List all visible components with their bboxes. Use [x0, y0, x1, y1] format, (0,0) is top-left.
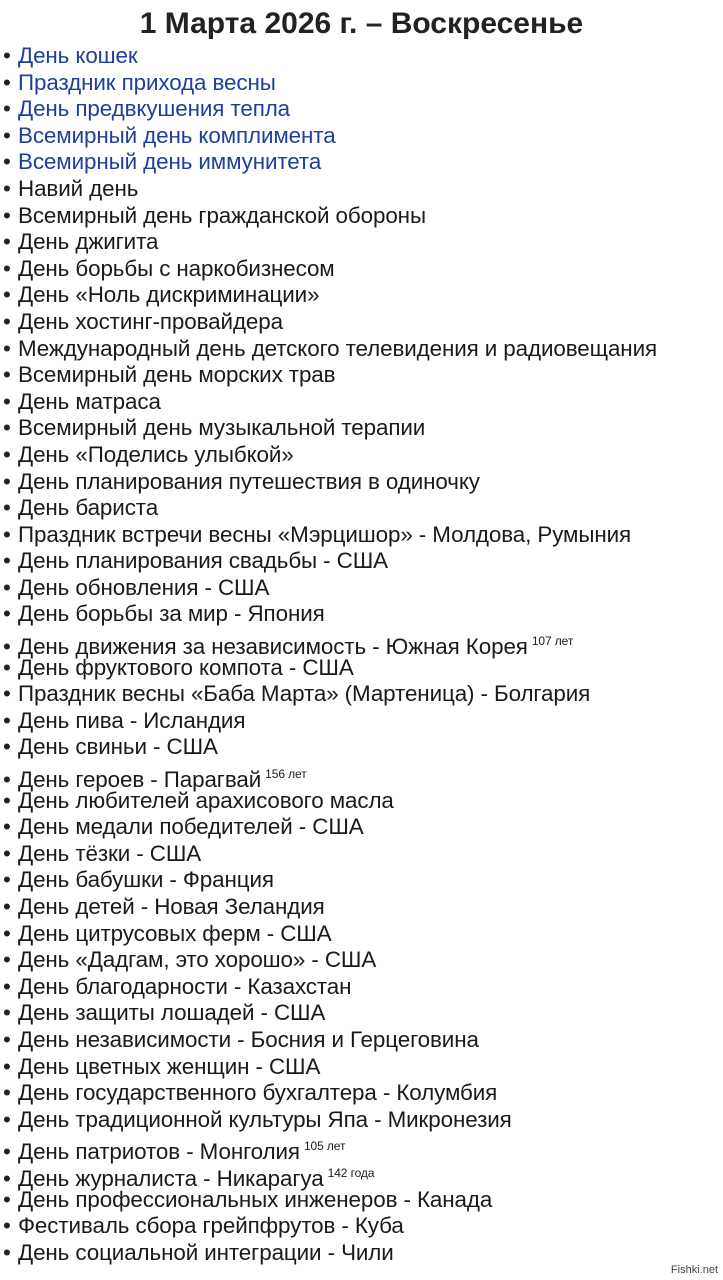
- holiday-label: День матраса: [18, 388, 161, 414]
- bullet-icon: •: [3, 767, 11, 793]
- holiday-label: День благодарности - Казахстан: [18, 973, 352, 999]
- holiday-item: [0, 921, 723, 948]
- holiday-item: [0, 256, 723, 283]
- bullet-icon: •: [3, 175, 11, 201]
- bullet-icon: •: [3, 867, 11, 893]
- holiday-label: День хостинг-провайдера: [18, 308, 283, 334]
- holiday-item: [0, 601, 723, 628]
- holiday-label: День планирования путешествия в одиночку: [18, 468, 480, 494]
- holiday-label: Международный день детского телевидения и радиовещания: [18, 335, 658, 361]
- holiday-item: [0, 203, 723, 230]
- holiday-item: [0, 442, 723, 469]
- holiday-label: День патриотов - Монголия: [18, 1139, 300, 1165]
- holiday-item: [0, 1240, 723, 1267]
- bullet-icon: •: [3, 814, 11, 840]
- bullet-icon: •: [3, 1000, 11, 1026]
- holiday-label: День движения за независимость - Южная Корея: [18, 634, 528, 660]
- holiday-list: [0, 43, 723, 1266]
- holiday-label: День «Поделись улыбкой»: [18, 441, 294, 467]
- bullet-icon: •: [3, 947, 11, 973]
- holiday-item: [0, 947, 723, 974]
- holiday-label: День фруктового компота - США: [18, 654, 354, 680]
- holiday-item[interactable]: [0, 123, 723, 150]
- holiday-item: [0, 282, 723, 309]
- bullet-icon: •: [3, 601, 11, 627]
- years-badge: 142 года: [327, 1165, 375, 1180]
- holiday-item: [0, 309, 723, 336]
- years-badge: 107 лет: [531, 634, 574, 649]
- holiday-label: День героев - Парагвай: [18, 767, 262, 793]
- holiday-label: День защиты лошадей - США: [18, 1000, 326, 1026]
- holiday-label: День детей - Новая Зеландия: [18, 894, 325, 919]
- holiday-item: [0, 522, 723, 549]
- holiday-link[interactable]: Праздник прихода весны: [18, 69, 276, 95]
- holiday-item: [0, 974, 723, 1001]
- bullet-icon: •: [3, 1106, 11, 1132]
- holiday-label: Всемирный день гражданской обороны: [18, 202, 426, 228]
- holiday-item[interactable]: [0, 70, 723, 97]
- holiday-item: [0, 176, 723, 203]
- bullet-icon: •: [3, 1139, 11, 1165]
- holiday-label: День джигита: [18, 229, 159, 255]
- holiday-label: День цветных женщин - США: [18, 1053, 321, 1079]
- bullet-icon: •: [3, 840, 11, 866]
- bullet-icon: •: [3, 69, 11, 95]
- bullet-icon: •: [3, 96, 11, 122]
- holiday-label: День традиционной культуры Япа - Микронезия: [18, 1106, 512, 1132]
- bullet-icon: •: [3, 282, 11, 308]
- bullet-icon: •: [3, 548, 11, 574]
- holiday-label: День тёзки - США: [18, 840, 202, 866]
- holiday-label: Навий день: [18, 175, 139, 201]
- holiday-item: [0, 814, 723, 841]
- bullet-icon: •: [3, 229, 11, 255]
- holiday-link[interactable]: День предвкушения тепла: [18, 96, 291, 122]
- holiday-label: День профессиональных инженеров - Канада: [18, 1186, 493, 1212]
- bullet-icon: •: [3, 468, 11, 494]
- bullet-icon: •: [3, 521, 11, 547]
- holiday-label: День «Дадгам, это хорошо» - США: [18, 947, 377, 973]
- holiday-item: [0, 734, 723, 761]
- holiday-label: День медали победителей - США: [18, 814, 364, 840]
- holiday-item[interactable]: [0, 96, 723, 123]
- holiday-item: [0, 495, 723, 522]
- bullet-icon: •: [3, 654, 11, 680]
- holiday-link[interactable]: Всемирный день комплимента: [18, 122, 336, 148]
- holiday-label: День борьбы с наркобизнесом: [18, 255, 335, 281]
- bullet-icon: •: [3, 43, 11, 68]
- holiday-item: [0, 628, 723, 660]
- holiday-item: [0, 336, 723, 363]
- holiday-item: [0, 389, 723, 416]
- holiday-label: День пива - Исландия: [18, 707, 246, 733]
- holiday-item: [0, 867, 723, 894]
- holiday-item: [0, 1080, 723, 1107]
- bullet-icon: •: [3, 787, 11, 813]
- bullet-icon: •: [3, 634, 11, 660]
- bullet-icon: •: [3, 415, 11, 441]
- watermark: Fishki.net: [670, 1264, 718, 1276]
- holiday-item: [0, 841, 723, 868]
- holiday-item: [0, 1187, 723, 1214]
- holiday-label: Праздник встречи весны «Мэрцишор» - Молдова, Румыния: [18, 521, 632, 547]
- holiday-item: [0, 1054, 723, 1081]
- holiday-label: Всемирный день музыкальной терапии: [18, 415, 426, 441]
- holiday-item: [0, 469, 723, 496]
- bullet-icon: •: [3, 308, 11, 334]
- bullet-icon: •: [3, 894, 11, 919]
- holiday-label: День планирования свадьбы - США: [18, 548, 388, 574]
- holiday-item: [0, 788, 723, 815]
- page-title: 1 Марта 2026 г. – Воскресенье: [139, 7, 584, 40]
- holiday-item: [0, 1133, 723, 1165]
- holiday-item: [0, 415, 723, 442]
- holiday-link[interactable]: День кошек: [18, 43, 138, 68]
- holiday-label: День «Ноль дискриминации»: [18, 282, 320, 308]
- holiday-item: [0, 229, 723, 256]
- holiday-label: День свиньи - США: [18, 734, 218, 760]
- holiday-item: [0, 362, 723, 389]
- holiday-label: Всемирный день морских трав: [18, 362, 336, 388]
- holiday-item[interactable]: [0, 43, 723, 70]
- holiday-label: Праздник весны «Баба Марта» (Мартеница) - Болгария: [18, 681, 591, 707]
- holiday-label: День журналиста - Никарагуа: [18, 1165, 324, 1191]
- holiday-item: [0, 894, 723, 921]
- bullet-icon: •: [3, 1186, 11, 1212]
- holiday-link[interactable]: Всемирный день иммунитета: [18, 149, 322, 175]
- bullet-icon: •: [3, 973, 11, 999]
- holiday-label: День государственного бухгалтера - Колумбия: [18, 1080, 498, 1106]
- bullet-icon: •: [3, 1026, 11, 1052]
- holiday-item: [0, 681, 723, 708]
- holiday-label: День борьбы за мир - Япония: [18, 601, 325, 627]
- holiday-item: [0, 708, 723, 735]
- holiday-item[interactable]: [0, 149, 723, 176]
- bullet-icon: •: [3, 681, 11, 707]
- holiday-item: [0, 1107, 723, 1134]
- years-badge: 156 лет: [265, 767, 307, 782]
- bullet-icon: •: [3, 122, 11, 148]
- bullet-icon: •: [3, 255, 11, 281]
- holiday-label: День обновления - США: [18, 574, 270, 600]
- holiday-label: День любителей арахисового масла: [18, 787, 394, 813]
- bullet-icon: •: [3, 362, 11, 388]
- bullet-icon: •: [3, 1165, 11, 1191]
- bullet-icon: •: [3, 1213, 11, 1239]
- bullet-icon: •: [3, 335, 11, 361]
- holiday-label: День независимости - Босния и Герцеговина: [18, 1026, 479, 1052]
- bullet-icon: •: [3, 149, 11, 175]
- holiday-label: День социальной интеграции - Чили: [18, 1239, 394, 1265]
- bullet-icon: •: [3, 574, 11, 600]
- bullet-icon: •: [3, 202, 11, 228]
- holiday-item: [0, 761, 723, 793]
- holiday-item: [0, 1213, 723, 1240]
- bullet-icon: •: [3, 1080, 11, 1106]
- holiday-item: [0, 1027, 723, 1054]
- holiday-item: [0, 575, 723, 602]
- holiday-item: [0, 548, 723, 575]
- bullet-icon: •: [3, 441, 11, 467]
- holiday-item: [0, 1160, 723, 1191]
- holiday-label: Фестиваль сбора грейпфрутов - Куба: [18, 1213, 404, 1239]
- bullet-icon: •: [3, 388, 11, 414]
- bullet-icon: •: [3, 707, 11, 733]
- bullet-icon: •: [3, 495, 11, 521]
- holiday-label: День цитрусовых ферм - США: [18, 920, 332, 946]
- bullet-icon: •: [3, 920, 11, 946]
- bullet-icon: •: [3, 1239, 11, 1265]
- bullet-icon: •: [3, 1053, 11, 1079]
- bullet-icon: •: [3, 734, 11, 760]
- years-badge: 105 лет: [303, 1139, 346, 1154]
- holiday-label: День бабушки - Франция: [18, 867, 274, 893]
- holiday-item: [0, 1000, 723, 1027]
- holiday-label: День бариста: [18, 495, 159, 521]
